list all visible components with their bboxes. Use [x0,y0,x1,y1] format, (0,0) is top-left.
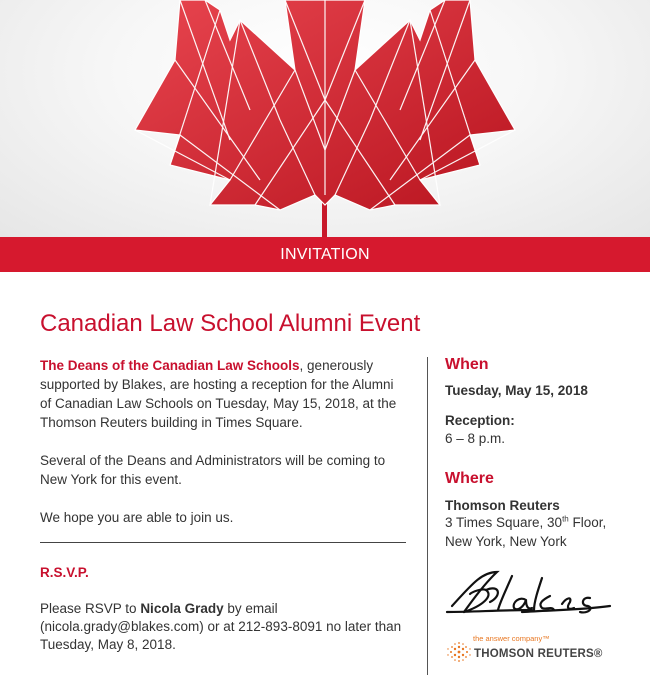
closing-paragraph: We hope you are able to join us. [40,510,234,525]
blakes-logo [442,566,612,618]
event-title: Canadian Law School Alumni Event [40,310,421,337]
address-line: 3 Times Square, 30 [445,515,563,530]
divider [40,542,406,543]
venue-name: Thomson Reuters [445,498,560,513]
rsvp-heading: R.S.V.P. [40,565,89,580]
address-floor: Floor, [568,515,607,530]
banner-label: INVITATION [280,246,370,263]
address-superscript: th [562,514,569,524]
intro-column [40,356,408,527]
when-heading: When [445,356,489,373]
rsvp-text [40,600,408,654]
rsvp-contact-name: Nicola Grady [140,601,224,616]
rsvp-pre: Please RSVP to [40,601,141,616]
rsvp-post: by email (nicola.grady@blakes.com) or at 212-893-8091 no later than Tuesday, May 8, 2018. [40,601,402,652]
intro-highlight: The Deans of the Canadian Law Schools [40,358,300,373]
venue-city: New York, New York [445,534,567,549]
tr-tagline: the answer company™ [473,634,550,643]
intro-text: , generously supported by Blakes, are hosting a reception for the Alumni of Canadian Law Schools on Tuesday, May 15, 2018, at the Thomson Reuters building in Times Square. [40,358,397,430]
reception-label: Reception: [445,413,515,428]
venue-address [445,515,606,530]
invitation-banner [0,237,650,272]
event-date: Tuesday, May 15, 2018 [445,383,588,398]
tr-name: THOMSON REUTERS® [474,648,603,660]
deans-paragraph: Several of the Deans and Administrators will be coming to New York for this event. [40,453,386,487]
column-divider [427,357,428,675]
hero-section [0,0,650,237]
maple-leaf-graphic [0,0,650,237]
where-heading: Where [445,470,494,487]
intro-paragraph [40,356,408,432]
reception-time: 6 – 8 p.m. [445,431,506,446]
